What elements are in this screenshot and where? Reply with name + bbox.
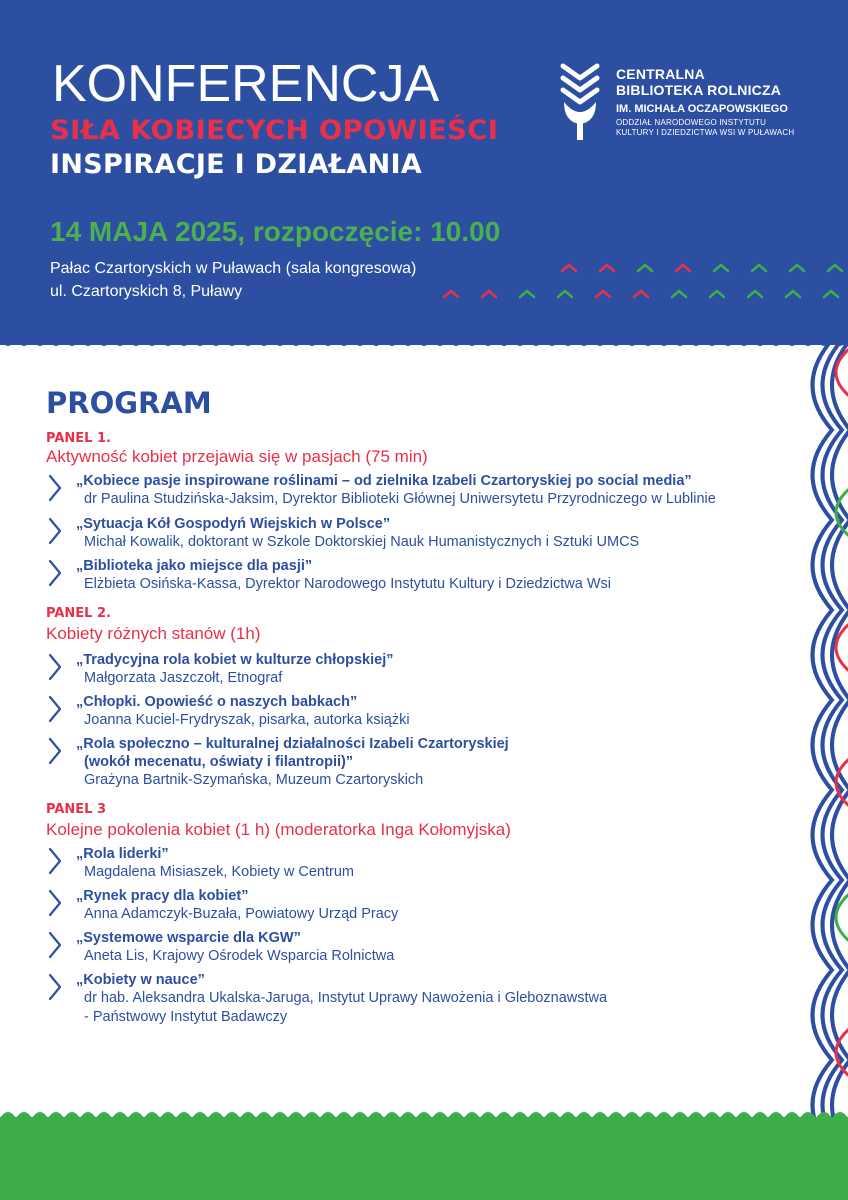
panel-title: Aktywność kobiet przejawia się w pasjach (75 min) <box>46 447 428 466</box>
talk-title-continued: (wokół mecenatu, oświaty i filantropii)” <box>84 754 354 770</box>
organizer-name <box>616 66 794 138</box>
conference-subtitle-red: SIŁA KOBIECYCH OPOWIEŚCI <box>50 115 499 146</box>
chevron-right-icon <box>48 973 62 1001</box>
program-item <box>48 929 798 966</box>
organizer-line: CENTRALNA <box>616 66 705 82</box>
speaker-name: Michał Kowalik, doktorant w Szkole Doktorskiej Nauk Humanistycznych i Sztuki UMCS <box>84 534 640 550</box>
talk-title: „Chłopki. Opowieść o naszych babkach” <box>76 694 358 710</box>
header-scallop-edge <box>0 333 848 353</box>
organizer-branch: KULTURY I DZIEDZICTWA WSI W PUŁAWACH <box>616 128 795 137</box>
speaker-name: dr hab. Aleksandra Ukalska-Jaruga, Instytut Uprawy Nawożenia i Gleboznawstwa <box>84 990 608 1006</box>
panel-label: PANEL 3 <box>46 802 107 817</box>
organizer-line: BIBLIOTEKA ROLNICZA <box>616 82 782 98</box>
wheat-logo-icon <box>560 62 600 142</box>
speaker-name: Elżbieta Osińska-Kassa, Dyrektor Narodowego Instytutu Kultury i Dziedzictwa Wsi <box>84 576 612 592</box>
talk-title: „Sytuacja Kół Gospodyń Wiejskich w Polsce” <box>76 516 391 532</box>
talk-title: „Systemowe wsparcie dla KGW” <box>76 930 301 946</box>
chevron-pattern-decoration <box>440 258 848 308</box>
chevron-right-icon <box>48 931 62 959</box>
header-banner <box>0 0 848 345</box>
panel-title: Kolejne pokolenia kobiet (1 h) (moderatorka Inga Kołomyjska) <box>46 820 511 839</box>
speaker-name: Anna Adamczyk-Buzała, Powiatowy Urząd Pracy <box>84 906 399 922</box>
conference-title: KONFERENCJA <box>52 55 440 113</box>
program-item <box>48 651 798 688</box>
organizer-branch: ODDZIAŁ NARODOWEGO INSTYTUTU <box>616 118 767 127</box>
program-item <box>48 971 798 1027</box>
wave-ornament-decoration <box>798 340 848 1200</box>
chevron-right-icon <box>48 559 62 587</box>
program-heading: PROGRAM <box>46 386 212 420</box>
talk-title: „Kobiece pasje inspirowane roślinami – od zielnika Izabeli Czartoryskiej po social media” <box>76 473 692 489</box>
chevron-right-icon <box>48 847 62 875</box>
conference-subtitle-white: INSPIRACJE I DZIAŁANIA <box>50 149 423 180</box>
chevron-right-icon <box>48 889 62 917</box>
program-item <box>48 515 798 552</box>
program-item <box>48 557 798 594</box>
venue-line: ul. Czartoryskich 8, Puławy <box>50 283 243 300</box>
organizer-patron: IM. MICHAŁA OCZAPOWSKIEGO <box>616 103 788 115</box>
talk-title: „Tradycyjna rola kobiet w kulturze chłopskiej” <box>76 652 394 668</box>
chevron-right-icon <box>48 695 62 723</box>
program-item <box>48 693 798 730</box>
talk-title: „Rynek pracy dla kobiet” <box>76 888 249 904</box>
panel-title: Kobiety różnych stanów (1h) <box>46 624 261 643</box>
program-item <box>48 887 798 924</box>
footer-band <box>0 1117 848 1200</box>
talk-title: „Kobiety w nauce” <box>76 972 205 988</box>
speaker-name: Małgorzata Jaszczołt, Etnograf <box>84 670 283 686</box>
speaker-name-continued: - Państwowy Instytut Badawczy <box>84 1009 288 1025</box>
talk-title: „Rola liderki” <box>76 846 169 862</box>
talk-title: „Rola społeczno – kulturalnej działalności Izabeli Czartoryskiej <box>76 736 509 752</box>
panel-label: PANEL 2. <box>46 606 111 621</box>
chevron-right-icon <box>48 653 62 681</box>
panel-label: PANEL 1. <box>46 431 111 446</box>
talk-title: „Biblioteka jako miejsce dla pasji” <box>76 558 313 574</box>
event-date: 14 MAJA 2025, rozpoczęcie: 10.00 <box>50 216 501 247</box>
speaker-name: Aneta Lis, Krajowy Ośrodek Wsparcia Rolnictwa <box>84 948 395 964</box>
speaker-name: Magdalena Misiaszek, Kobiety w Centrum <box>84 864 354 880</box>
chevron-right-icon <box>48 517 62 545</box>
venue-address <box>50 257 416 303</box>
speaker-name: dr Paulina Studzińska-Jaksim, Dyrektor Biblioteki Głównej Uniwersytetu Przyrodniczego w Lublinie <box>84 491 716 507</box>
program-item <box>48 472 798 509</box>
chevron-right-icon <box>48 474 62 502</box>
program-item <box>48 845 798 882</box>
venue-line: Pałac Czartoryskich w Puławach (sala kongresowa) <box>50 260 417 277</box>
speaker-name: Joanna Kuciel-Frydryszak, pisarka, autorka książki <box>84 712 410 728</box>
speaker-name: Grażyna Bartnik-Szymańska, Muzeum Czartoryskich <box>84 772 424 788</box>
chevron-right-icon <box>48 737 62 765</box>
program-item <box>48 735 798 790</box>
